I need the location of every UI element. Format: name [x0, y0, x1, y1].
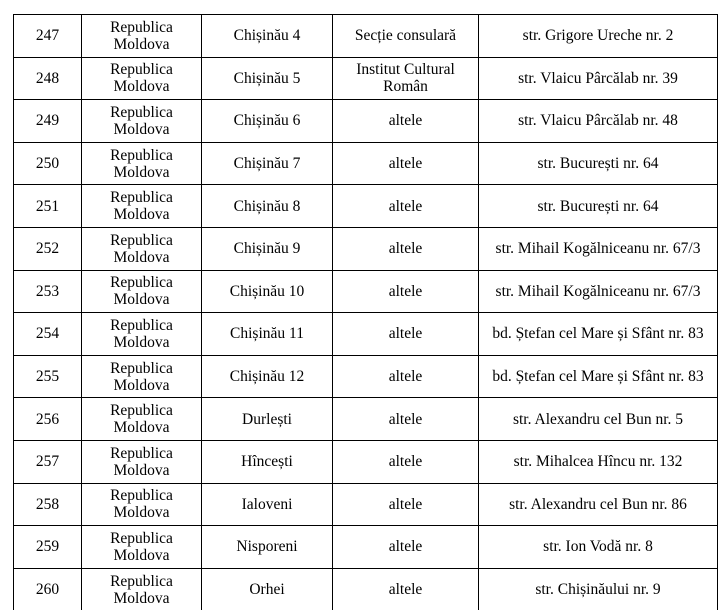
- cell-city: Chișinău 12: [202, 355, 333, 398]
- country-line2: Moldova: [113, 461, 170, 479]
- country-line1: Republica: [110, 529, 173, 547]
- cell-country: [82, 440, 202, 483]
- country-line2: Moldova: [113, 291, 170, 309]
- cell-country: [82, 483, 202, 526]
- table-row: [14, 15, 718, 58]
- cell-type: altele: [333, 440, 479, 483]
- cell-country: [82, 185, 202, 228]
- cell-type: altele: [333, 398, 479, 441]
- cell-address: str. Vlaicu Pârcălab nr. 39: [479, 57, 718, 100]
- cell-number: 252: [14, 227, 82, 270]
- cell-number: 260: [14, 568, 82, 610]
- cell-type: altele: [333, 185, 479, 228]
- cell-type: Institut Cultural Român: [333, 57, 479, 100]
- country-line1: Republica: [110, 274, 173, 292]
- cell-country: [82, 568, 202, 610]
- country-line1: Republica: [110, 231, 173, 249]
- cell-city: Chișinău 5: [202, 57, 333, 100]
- table-row: [14, 440, 718, 483]
- cell-address: str. Alexandru cel Bun nr. 86: [479, 483, 718, 526]
- cell-address: str. Grigore Ureche nr. 2: [479, 15, 718, 58]
- cell-number: 259: [14, 526, 82, 569]
- cell-number: 251: [14, 185, 82, 228]
- cell-number: 256: [14, 398, 82, 441]
- cell-city: Orhei: [202, 568, 333, 610]
- cell-city: Durlești: [202, 398, 333, 441]
- country-line1: Republica: [110, 103, 173, 121]
- cell-city: Hîncești: [202, 440, 333, 483]
- country-line2: Moldova: [113, 120, 170, 138]
- country-line2: Moldova: [113, 78, 170, 96]
- country-line2: Moldova: [113, 206, 170, 224]
- cell-type: altele: [333, 483, 479, 526]
- table-row: [14, 568, 718, 610]
- cell-address: str. București nr. 64: [479, 185, 718, 228]
- table-row: [14, 185, 718, 228]
- cell-country: [82, 142, 202, 185]
- table-row: [14, 313, 718, 356]
- cell-number: 248: [14, 57, 82, 100]
- cell-address: str. Mihalcea Hîncu nr. 132: [479, 440, 718, 483]
- cell-address: bd. Ștefan cel Mare și Sfânt nr. 83: [479, 355, 718, 398]
- country-line1: Republica: [110, 146, 173, 164]
- cell-type: altele: [333, 227, 479, 270]
- cell-type: altele: [333, 526, 479, 569]
- cell-address: str. Vlaicu Pârcălab nr. 48: [479, 100, 718, 143]
- cell-city: Chișinău 7: [202, 142, 333, 185]
- cell-country: [82, 355, 202, 398]
- table-row: [14, 57, 718, 100]
- cell-country: [82, 57, 202, 100]
- cell-number: 253: [14, 270, 82, 313]
- country-line2: Moldova: [113, 376, 170, 394]
- country-line2: Moldova: [113, 589, 170, 607]
- table-row: [14, 483, 718, 526]
- table-row: [14, 100, 718, 143]
- cell-address: str. Mihail Kogălniceanu nr. 67/3: [479, 270, 718, 313]
- country-line2: Moldova: [113, 163, 170, 181]
- table-row: [14, 142, 718, 185]
- country-line2: Moldova: [113, 419, 170, 437]
- country-line1: Republica: [110, 402, 173, 420]
- country-line2: Moldova: [113, 546, 170, 564]
- table-row: [14, 355, 718, 398]
- cell-city: Nisporeni: [202, 526, 333, 569]
- country-line1: Republica: [110, 316, 173, 334]
- cell-address: str. București nr. 64: [479, 142, 718, 185]
- cell-number: 254: [14, 313, 82, 356]
- cell-type: altele: [333, 313, 479, 356]
- cell-number: 247: [14, 15, 82, 58]
- country-line1: Republica: [110, 487, 173, 505]
- cell-city: Chișinău 9: [202, 227, 333, 270]
- table-row: [14, 526, 718, 569]
- cell-address: bd. Ștefan cel Mare și Sfânt nr. 83: [479, 313, 718, 356]
- cell-city: Chișinău 8: [202, 185, 333, 228]
- cell-address: str. Chișinăului nr. 9: [479, 568, 718, 610]
- cell-type: altele: [333, 270, 479, 313]
- country-line1: Republica: [110, 359, 173, 377]
- table-row: [14, 227, 718, 270]
- cell-city: Chișinău 11: [202, 313, 333, 356]
- cell-country: [82, 526, 202, 569]
- cell-number: 250: [14, 142, 82, 185]
- country-line2: Moldova: [113, 333, 170, 351]
- cell-address: str. Mihail Kogălniceanu nr. 67/3: [479, 227, 718, 270]
- table-body: [14, 15, 718, 611]
- cell-city: Chișinău 6: [202, 100, 333, 143]
- cell-country: [82, 398, 202, 441]
- cell-country: [82, 100, 202, 143]
- cell-country: [82, 270, 202, 313]
- cell-type: altele: [333, 568, 479, 610]
- country-line1: Republica: [110, 61, 173, 79]
- country-line1: Republica: [110, 572, 173, 590]
- cell-city: Ialoveni: [202, 483, 333, 526]
- cell-type: altele: [333, 142, 479, 185]
- cell-city: Chișinău 10: [202, 270, 333, 313]
- cell-address: str. Ion Vodă nr. 8: [479, 526, 718, 569]
- cell-country: [82, 15, 202, 58]
- cell-type: altele: [333, 355, 479, 398]
- country-line1: Republica: [110, 18, 173, 36]
- cell-type: altele: [333, 100, 479, 143]
- cell-address: str. Alexandru cel Bun nr. 5: [479, 398, 718, 441]
- country-line2: Moldova: [113, 35, 170, 53]
- cell-country: [82, 313, 202, 356]
- polling-stations-table: [13, 14, 718, 610]
- cell-city: Chișinău 4: [202, 15, 333, 58]
- country-line2: Moldova: [113, 248, 170, 266]
- country-line1: Republica: [110, 189, 173, 207]
- cell-number: 257: [14, 440, 82, 483]
- cell-type: Secție consulară: [333, 15, 479, 58]
- country-line2: Moldova: [113, 504, 170, 522]
- cell-number: 258: [14, 483, 82, 526]
- country-line1: Republica: [110, 444, 173, 462]
- cell-number: 249: [14, 100, 82, 143]
- table-row: [14, 270, 718, 313]
- cell-country: [82, 227, 202, 270]
- table-row: [14, 398, 718, 441]
- cell-number: 255: [14, 355, 82, 398]
